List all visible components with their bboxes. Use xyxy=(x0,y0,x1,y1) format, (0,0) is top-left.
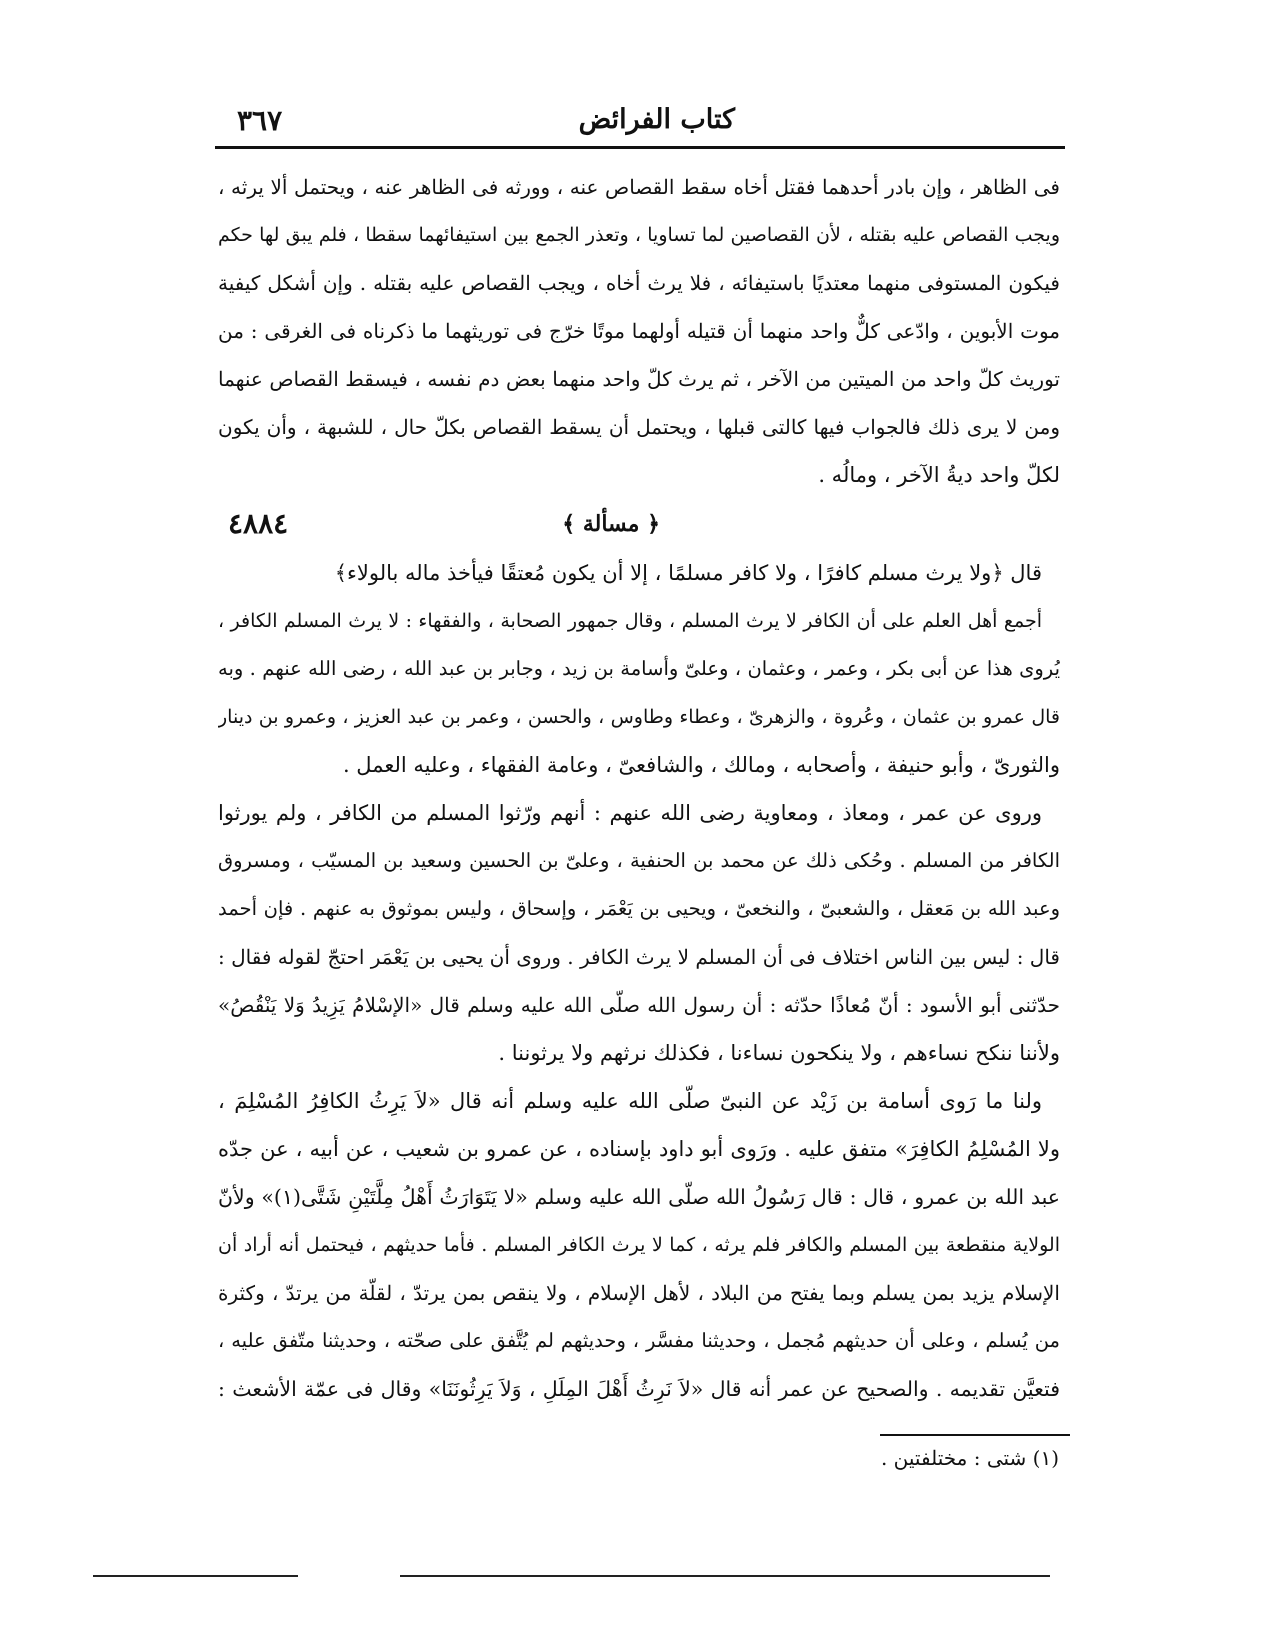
paragraph-3 xyxy=(218,789,1060,1077)
text-line: حدّثنى أبو الأسود : أنّ مُعاذًا حدّثه : أن رسول الله صلّى الله عليه وسلم قال «الإسْلامُ يَزِيدُ وَلا يَنْقُصُ» xyxy=(218,993,1060,1017)
paragraph-4 xyxy=(218,1077,1060,1413)
page-number: ٣٦٧ xyxy=(237,104,283,137)
page-header xyxy=(215,100,1065,148)
page-body xyxy=(218,163,1060,1413)
text-line: فى الظاهر ، وإن بادر أحدهما فقتل أخاه سقط القصاص عنه ، وورثه فى الظاهر عنه ، ويحتمل ألا يرثه ، xyxy=(218,175,1060,199)
paragraph-1 xyxy=(218,163,1060,499)
quoted-text: قال ﴿ولا يرث مسلم كافرًا ، ولا كافر مسلمًا ، إلا أن يكون مُعتقًا فيأخذ ماله بالولاء﴾ xyxy=(334,561,1042,585)
text-line: يُروى هذا عن أبى بكر ، وعمر ، وعثمان ، وعلىّ وأسامة بن زيد ، وجابر بن عبد الله ، رضى الله عنهم . وبه xyxy=(218,657,1060,680)
text-line: ولأننا ننكح نساءهم ، ولا ينكحون نساءنا ، فكذلك نرثهم ولا يرثوننا . xyxy=(498,1041,1060,1065)
chapter-title: كتاب الفرائض xyxy=(578,104,735,135)
text-line: وعبد الله بن مَعقل ، والشعبىّ ، والنخعىّ ، ويحيى بن يَعْمَر ، وإسحاق ، وليس بموثوق به عنهم . فإن أحمد xyxy=(218,897,1060,920)
text-line: فتعيَّن تقديمه . والصحيح عن عمر أنه قال «لاَ نَرِثُ أَهْلَ المِلَلِ ، وَلاَ يَرِثُونَنَا» وقال فى عمّة الأشعث : xyxy=(218,1377,1060,1401)
bottom-rule-left xyxy=(93,1575,298,1577)
paragraph-2 xyxy=(218,597,1060,789)
text-line: من يُسلم ، وعلى أن حديثهم مُجمل ، وحديثنا مفسَّر ، وحديثهم لم يُتَّفق على صحّته ، وحديثنا متّفق عليه ، xyxy=(218,1329,1060,1352)
bottom-rule-right xyxy=(400,1575,1050,1577)
text-line: لكلّ واحد ديةُ الآخر ، ومالُه . xyxy=(818,463,1060,487)
masala-number: ٤٨٨٤ xyxy=(228,507,289,540)
text-line: ويجب القصاص عليه بقتله ، لأن القصاصين لما تساويا ، وتعذر الجمع بين استيفائهما سقطا ، فلم يبق لها حكم xyxy=(218,224,1060,246)
text-line: والثورىّ ، وأبو حنيفة ، وأصحابه ، ومالك ، والشافعىّ ، وعامة الفقهاء ، وعليه العمل . xyxy=(342,753,1060,777)
text-line: الكافر من المسلم . وحُكى ذلك عن محمد بن الحنفية ، وعلىّ بن الحسين وسعيد بن المسيّب ، ومسروق xyxy=(218,849,1060,872)
text-line: وروى عن عمر ، ومعاذ ، ومعاوية رضى الله عنهم : أنهم ورّثوا المسلم من الكافر ، ولم يورثوا xyxy=(218,801,1042,825)
text-line: توريث كلّ واحد من الميتين من الآخر ، ثم يرث كلّ واحد منهما بعض دم نفسه ، فيسقط القصاص عنهما xyxy=(218,367,1060,391)
footnote-rule xyxy=(880,1434,1070,1436)
text-line: قال عمرو بن عثمان ، وعُروة ، والزهرىّ ، وعطاء وطاوس ، والحسن ، وعمر بن عبد العزيز ، وعمرو بن دينار xyxy=(218,706,1060,728)
text-line: الإسلام يزيد بمن يسلم وبما يفتح من البلاد ، لأهل الإسلام ، ولا ينقص بمن يرتدّ ، لقلّة من يرتدّ ، وكثرة xyxy=(218,1281,1060,1305)
masala-heading xyxy=(218,499,1060,549)
text-line: عبد الله بن عمرو ، قال : قال رَسُولُ الله صلّى الله عليه وسلم «لا يَتَوَارَثُ أَهْلُ مِلَّتَيْنِ شَتَّى(١)» ولأنّ xyxy=(218,1185,1060,1209)
masala-label: ﴿ مسألة ﴾ xyxy=(562,511,660,537)
text-line: ومن لا يرى ذلك فالجواب فيها كالتى قبلها ، ويحتمل أن يسقط القصاص بكلّ حال ، للشبهة ، وأن يكون xyxy=(218,415,1060,439)
text-line: أجمع أهل العلم على أن الكافر لا يرث المسلم ، وقال جمهور الصحابة ، والفقهاء : لا يرث المسلم الكافر ، xyxy=(218,610,1042,632)
header-rule xyxy=(215,146,1065,149)
text-line: ولا المُسْلِمُ الكافِرَ» متفق عليه . ورَوى أبو داود بإسناده ، عن عمرو بن شعيب ، عن أبيه ، عن جدّه xyxy=(218,1137,1060,1161)
text-line: الولاية منقطعة بين المسلم والكافر فلم يرثه ، كما لا يرث الكافر المسلم . فأما حديثهم ، فيحتمل أنه أراد أن xyxy=(218,1234,1060,1256)
text-line: فيكون المستوفى منهما معتديًا باستيفائه ، فلا يرث أخاه ، ويجب القصاص عليه بقتله . وإن أشكل كيفية xyxy=(218,271,1060,295)
text-line: قال : ليس بين الناس اختلاف فى أن المسلم لا يرث الكافر . وروى أن يحيى بن يَعْمَر احتجّ لقوله فقال : xyxy=(218,945,1060,969)
text-line: ولنا ما رَوى أسامة بن زَيْد عن النبىّ صلّى الله عليه وسلم أنه قال «لاَ يَرِثُ الكافِرُ المُسْلِمَ ، xyxy=(218,1089,1042,1113)
text-line: موت الأبوين ، وادّعى كلٌّ واحد منهما أن قتيله أولهما موتًا خرّج فى توريثهما ما ذكرناه فى الغرقى : من xyxy=(218,319,1060,343)
footnote: (١) شتى : مختلفتين . xyxy=(880,1446,1059,1470)
